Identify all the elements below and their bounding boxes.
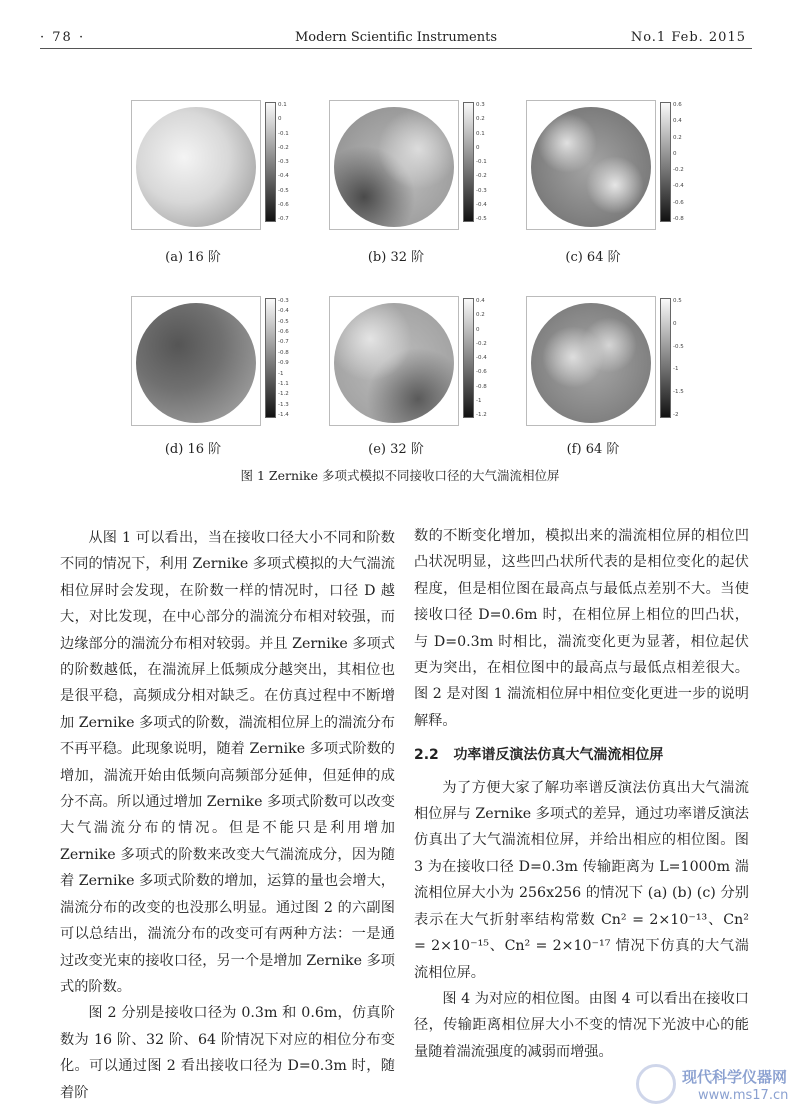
- phase-screen-c: [531, 107, 651, 227]
- paragraph: [414, 775, 749, 986]
- colorbar-tick-label: -0.6: [673, 199, 684, 206]
- colorbar-tick-label: -0.1: [278, 130, 289, 137]
- phase-screen-e: [334, 303, 454, 423]
- colorbar-tick-label: 0: [476, 144, 480, 151]
- colorbar-tick-label: -1.5: [673, 389, 684, 396]
- figure-panel-a: [131, 100, 291, 230]
- colorbar-tick-label: 0: [673, 150, 677, 157]
- colorbar-tick-label: 0.3: [476, 102, 485, 108]
- colorbar-tick-label: -0.5: [673, 343, 684, 350]
- watermark: [636, 1062, 796, 1112]
- colorbar-tick-label: -0.4: [476, 201, 487, 208]
- colorbar-tick-label: -1: [476, 397, 482, 404]
- figure-panel-f: [526, 296, 686, 426]
- colorbar-tick-label: -0.4: [278, 173, 289, 180]
- figure-panel-d: [131, 296, 291, 426]
- colorbar-tick-label: -0.8: [278, 349, 289, 356]
- right-column: [414, 523, 749, 1065]
- section-title: 功率谱反演法仿真大气湍流相位屏: [453, 747, 664, 764]
- phase-screen-frame: [526, 100, 656, 230]
- colorbar: [463, 102, 474, 222]
- colorbar-tick-label: -1: [673, 366, 679, 373]
- phase-screen-d: [136, 303, 256, 423]
- issue-info: No.1 Feb. 2015: [630, 30, 746, 45]
- colorbar-tick-label: 0: [278, 116, 282, 123]
- equation: Cn² = 2×10⁻¹⁷: [504, 938, 611, 955]
- separator: 、: [707, 911, 724, 928]
- separator: 、: [488, 938, 505, 955]
- watermark-url: www.ms17.cn: [698, 1088, 789, 1103]
- paragraph: 图 4 为对应的相位图。由图 4 可以看出在接收口径，传输距离相位屏大小不变的情况下光波中心的能量随着湍流强度的减弱而增强。: [414, 990, 749, 1060]
- colorbar-tick-label: -1.2: [476, 412, 487, 418]
- phase-screen-frame: [526, 296, 656, 426]
- colorbar-tick-label: -0.2: [673, 167, 684, 174]
- colorbar: [265, 298, 276, 418]
- paragraph: 图 2 分别是接收口径为 0.3m 和 0.6m，仿真阶数为 16 阶、32 阶、64 阶情况下对应的相位分布变化。可以通过图 2 看出接收口径为 D=0.3m 时，随着阶: [60, 1005, 395, 1101]
- phase-screen-frame: [131, 100, 261, 230]
- colorbar-tick-label: 0.1: [278, 102, 287, 108]
- colorbar: [660, 298, 671, 418]
- section-number: 2.2: [414, 747, 439, 764]
- colorbar-tick-label: -2: [673, 412, 679, 418]
- colorbar-tick-label: 0.5: [673, 298, 682, 304]
- paragraph: 从图 1 可以看出，当在接收口径大小不同和阶数不同的情况下，利用 Zernike 多项式模拟的大气湍流相位屏时会发现，在阶数一样的情况时，口径 D 越大，对比发现，在中心部分的湍流分布相对较强，而边缘部分的湍流分布相对较弱。并且 Zernike 多项式的阶数越低，在湍流屏上低频成分越突出，其相位也是很平稳，高频成分相对缺乏。在仿真过程中不断增加 Zernike 多项式的阶数，湍流相位屏上的湍流分布不再平稳。此现象说明，随着 Zernike 多项式阶数的增加，湍流开始由低频向高频部分延伸，但延伸的成分不高。所以通过增加 Zernike 多项式阶数可以改变大气湍流分布的情况。但是不能只是利用增加 Zernike 多项式的阶数来改变大气湍流成分，因为随着 Zernike 多项式阶数的增加，运算的量也会增大，湍流分布的改变的也没那么明显。通过图 2 的六副图可以总结出，湍流分布的改变可有两种方法：一是通过改变光束的接收口径，另一个是增加 Zernike 多项式的阶数。: [60, 530, 395, 995]
- colorbar-tick-label: -0.4: [278, 308, 289, 315]
- colorbar-tick-label: -0.7: [278, 216, 289, 222]
- panel-caption-e: (e) 32 阶: [368, 442, 424, 457]
- colorbar-tick-label: -1.4: [278, 412, 289, 418]
- equation: Cn² = 2×10⁻¹⁵: [414, 911, 749, 955]
- watermark-logo-icon: [636, 1064, 676, 1104]
- colorbar-tick-label: -0.4: [476, 355, 487, 361]
- colorbar-tick-label: -0.5: [278, 318, 289, 325]
- section-heading: [414, 742, 749, 768]
- colorbar-tick-label: 0.2: [673, 134, 682, 141]
- colorbar-tick-label: -0.1: [476, 159, 487, 165]
- colorbar: [265, 102, 276, 222]
- colorbar-tick-label: -0.8: [673, 216, 684, 222]
- colorbar-tick-label: -0.9: [278, 360, 289, 367]
- colorbar-tick-label: -0.4: [673, 183, 684, 190]
- running-header: [40, 24, 752, 50]
- colorbar-tick-label: 0.1: [476, 130, 485, 137]
- panel-caption-d: (d) 16 阶: [164, 442, 222, 457]
- colorbar-tick-label: -0.6: [476, 369, 487, 376]
- panel-caption-f: (f) 64 阶: [566, 442, 620, 457]
- panel-caption-b: (b) 32 阶: [367, 250, 425, 265]
- colorbar-tick-label: -1.2: [278, 391, 289, 398]
- figure-panel-e: [329, 296, 489, 426]
- phase-screen-frame: [329, 296, 459, 426]
- colorbar-tick-label: 0.4: [673, 118, 682, 125]
- colorbar-tick-label: -0.7: [278, 339, 289, 346]
- colorbar-tick-label: -0.2: [476, 340, 487, 347]
- page-number: · 78 ·: [40, 30, 86, 45]
- colorbar-tick-label: 0.2: [476, 312, 485, 319]
- colorbar-tick-label: 0: [673, 320, 677, 327]
- phase-screen-f: [531, 303, 651, 423]
- colorbar: [463, 298, 474, 418]
- colorbar-tick-label: 0.2: [476, 116, 485, 123]
- colorbar-tick-label: -0.5: [278, 187, 289, 194]
- phase-screen-frame: [329, 100, 459, 230]
- colorbar-tick-label: -0.6: [278, 329, 289, 336]
- colorbar-tick-label: -1.3: [278, 401, 289, 408]
- panel-caption-a: (a) 16 阶: [165, 250, 221, 265]
- header-rule: [40, 48, 752, 49]
- colorbar-tick-label: -0.2: [278, 144, 289, 151]
- colorbar-tick-label: 0.6: [673, 102, 682, 108]
- paragraph: 数的不断变化增加，模拟出来的湍流相位屏的相位凹凸状况明显，这些凹凸状所代表的是相位变化的起伏程度，但是相位图在最高点与最低点差别不大。当使接收口径 D=0.6m 时，在相位屏上相位的凹凸状，与 D=0.3m 时相比，湍流变化更为显著，相位起伏更为突出，在相位图中的最高点与最低点相差很大。图 2 是对图 1 湍流相位屏中相位变化更进一步的说明解释。: [414, 528, 749, 729]
- figure-panel-b: [329, 100, 489, 230]
- left-column: [60, 525, 395, 1106]
- phase-screen-frame: [131, 296, 261, 426]
- equation: Cn² = 2×10⁻¹³: [600, 911, 708, 928]
- colorbar-tick-label: -0.6: [278, 201, 289, 208]
- colorbar-tick-label: -1: [278, 370, 284, 377]
- colorbar-tick-label: 0.4: [476, 298, 485, 304]
- colorbar-tick-label: -0.2: [476, 173, 487, 180]
- colorbar-tick-label: -0.3: [476, 187, 487, 194]
- watermark-name: 现代科学仪器网: [682, 1068, 788, 1086]
- figure-caption: 图 1 Zernike 多项式模拟不同接收口径的大气湍流相位屏: [240, 468, 560, 483]
- phase-screen-a: [136, 107, 256, 227]
- journal-title: Modern Scientific Instruments: [294, 30, 498, 45]
- colorbar-tick-label: 0: [476, 326, 480, 333]
- figure-panel-c: [526, 100, 686, 230]
- colorbar: [660, 102, 671, 222]
- paragraph-text: 情况下仿真的大气湍流相位屏。: [414, 938, 749, 981]
- panel-caption-c: (c) 64 阶: [565, 250, 621, 265]
- colorbar-tick-label: -0.3: [278, 298, 289, 304]
- colorbar-tick-label: -0.8: [476, 383, 487, 390]
- colorbar-tick-label: -0.3: [278, 159, 289, 165]
- colorbar-tick-label: -1.1: [278, 380, 289, 387]
- phase-screen-b: [334, 107, 454, 227]
- paragraph-text: 为了方便大家了解功率谱反演法仿真出大气湍流相位屏与 Zernike 多项式的差异，通过功率谱反演法仿真出了大气湍流相位屏，并给出相应的相位图。图 3 为在接收口径 D=0.3m 传输距离为 L=1000m 湍流相位屏大小为 256x256 的情况下 (a) (b) (c) 分别表示在大气折射率结构常数: [414, 779, 749, 928]
- colorbar-tick-label: -0.5: [476, 216, 487, 222]
